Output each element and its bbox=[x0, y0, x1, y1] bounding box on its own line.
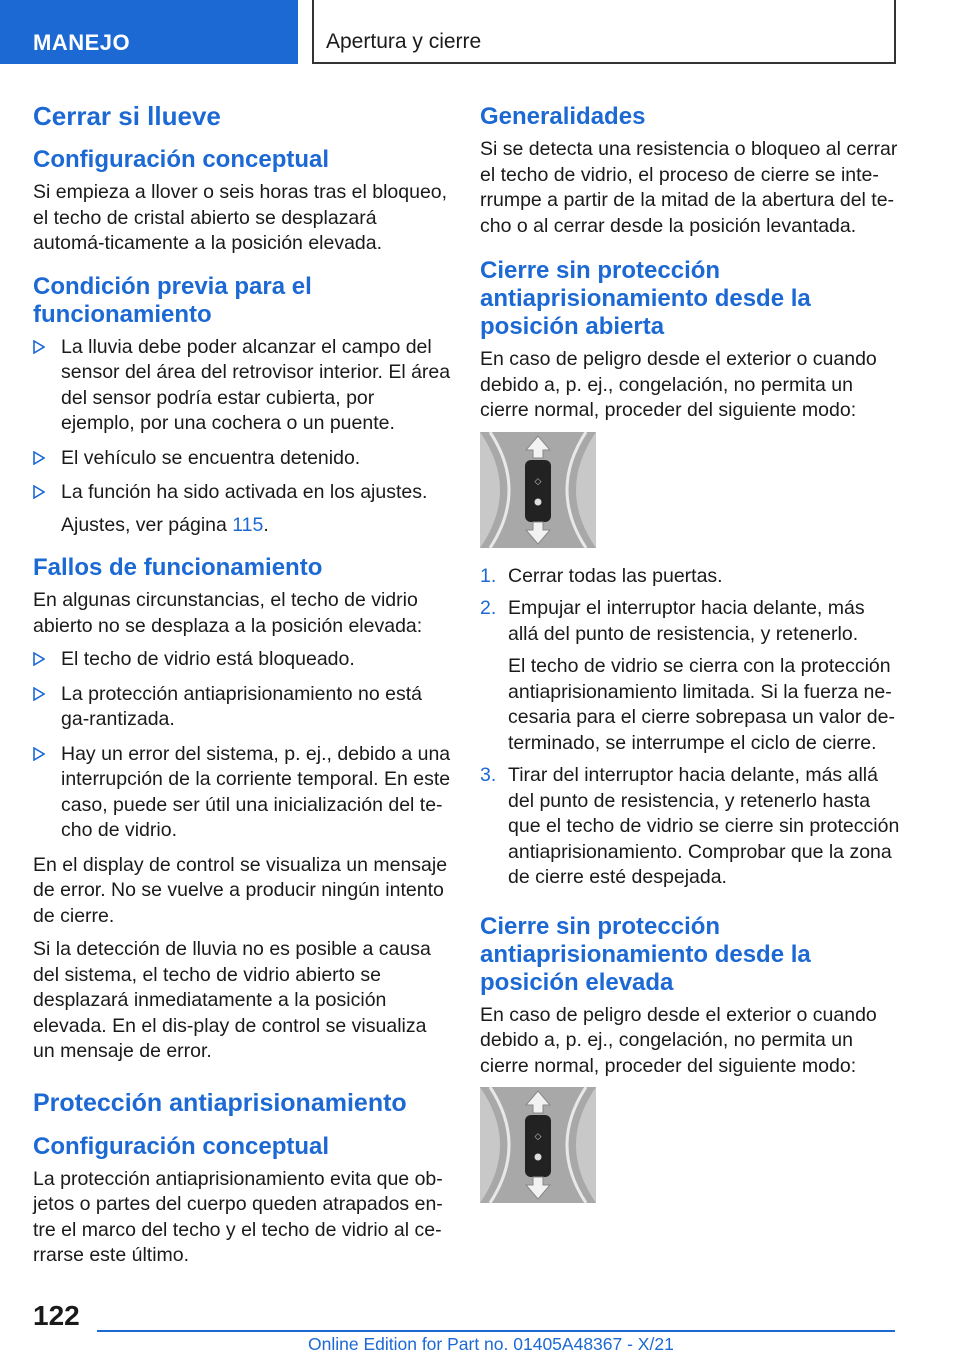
triangle-right-icon bbox=[33, 652, 47, 666]
faults-intro: En algunas circunstancias, el techo de vidrio abierto no se desplaza a la posición elevada: bbox=[33, 589, 423, 637]
heading-concept: Configuración conceptual bbox=[33, 146, 330, 173]
page-number: 122 bbox=[33, 1300, 80, 1331]
list-item: El vehículo se encuentra detenido. bbox=[33, 446, 451, 472]
faults-text-display: En el display de control se visualiza un mensaje de error. No se vuelve a producir ningún intento de cierre. bbox=[33, 853, 448, 927]
heading-pinch-concept: Configuración conceptual bbox=[33, 1132, 330, 1160]
triangle-right-icon bbox=[33, 340, 47, 354]
triangle-right-icon bbox=[33, 485, 47, 499]
list-item: El techo de vidrio está bloqueado. bbox=[33, 647, 451, 673]
heading-faults: Fallos de funcionamiento bbox=[33, 554, 323, 581]
left-column bbox=[33, 100, 451, 1277]
chapter-title: Apertura y cierre bbox=[326, 30, 482, 53]
triangle-right-icon bbox=[33, 687, 47, 701]
edition-note: Online Edition for Part no. 01405A48367 - X/21 bbox=[308, 1334, 674, 1354]
list-item: La lluvia debe poder alcanzar el campo del sensor del área del retrovisor interior. El área del sensor podría estar cubierta, por ejemplo, por una cochera o un puente. bbox=[33, 335, 451, 437]
list-item: 2. Empujar el interruptor hacia delante, más allá del punto de resistencia, y retenerlo. El techo de vidrio se cierra con la protección antiaprisionamiento limitada. Si la fuerza ne-cesaria para el cierre sobrepasa un valor de-terminado, se interrumpe el ciclo de cierre. bbox=[480, 596, 900, 756]
right-column bbox=[480, 103, 900, 1219]
heading-pinch-protection: Protección antiaprisionamiento bbox=[33, 1088, 407, 1117]
list-item: Hay un error del sistema, p. ej., debido a una interrupción de la corriente temporal. En este caso, puede ser útil una inicialización del te-cho de vidrio. bbox=[33, 742, 451, 844]
settings-reference: Ajustes, ver página 115. bbox=[61, 513, 269, 536]
steps-list bbox=[480, 564, 900, 891]
footer-divider bbox=[97, 1330, 895, 1332]
precondition-list bbox=[33, 335, 451, 539]
list-item: La protección antiaprisionamiento no está ga-rantizada. bbox=[33, 682, 451, 733]
list-item: 1. Cerrar todas las puertas. bbox=[480, 564, 723, 587]
svg-text:◇: ◇ bbox=[534, 476, 542, 487]
faults-text-rain: Si la detección de lluvia no es posible a causa del sistema, el techo de vidrio abierto se desplazará inmediatamente a la posición elevada. En el dis-play de control se visualiza un mensaje de error. bbox=[33, 938, 431, 1062]
header-chapter-box bbox=[312, 0, 896, 64]
concept-text: Si empieza a llover o seis horas tras el bloqueo, el techo de cristal abierto se desplazará automá-ticamente a la posición elevada. bbox=[33, 181, 448, 254]
general-text: Si se detecta una resistencia o bloqueo al cerrar el techo de vidrio, el proceso de cierre se inte-rrumpe a partir de la mitad de la abertura del te-cho o al cerrar desde la posición levantada. bbox=[480, 138, 898, 237]
faults-list bbox=[33, 647, 451, 844]
roof-switch-image bbox=[480, 1087, 596, 1203]
roof-switch-image bbox=[480, 432, 596, 548]
list-item: La función ha sido activada en los ajustes. Ajustes, ver página 115. bbox=[33, 480, 451, 538]
pinch-concept-text: La protección antiaprisionamiento evita que ob-jetos o partes del cuerpo queden atrapados en-tre el marco del techo y el techo de vidrio al ce-rrarse este último. bbox=[33, 1167, 443, 1266]
page-link-115[interactable]: 115 bbox=[232, 513, 264, 536]
svg-text:◇: ◇ bbox=[534, 1132, 542, 1142]
triangle-right-icon bbox=[33, 451, 47, 465]
header-section-tab bbox=[0, 0, 298, 64]
triangle-right-icon bbox=[33, 747, 47, 761]
heading-general: Generalidades bbox=[480, 103, 646, 130]
heading-close-open: Cierre sin protección antiaprisionamiento desde la posición abierta bbox=[480, 257, 811, 340]
heading-close-raised: Cierre sin protección antiaprisionamiento desde la posición elevada bbox=[480, 912, 811, 996]
close-open-intro: En caso de peligro desde el exterior o cuando debido a, p. ej., congelación, no permita un cierre normal, proceder del siguiente modo: bbox=[480, 348, 877, 421]
list-item: 3. Tirar del interruptor hacia delante, más allá del punto de resistencia, y retenerlo hasta que el techo de vidrio se cierre sin protección antiaprisionamiento. Comprobar que la zona de cierre esté despejada. bbox=[480, 764, 900, 888]
step-note: El techo de vidrio se cierra con la protección antiaprisionamiento limitada. Si la fuerza ne-cesaria para el cierre sobrepasa un valor de-terminado, se interrumpe el ciclo de cierre. bbox=[508, 655, 895, 754]
heading-rain-close: Cerrar si llueve bbox=[33, 101, 221, 131]
heading-precondition: Condición previa para el funcionamiento bbox=[33, 272, 312, 328]
close-raised-intro: En caso de peligro desde el exterior o cuando debido a, p. ej., congelación, no permita un cierre normal, proceder del siguiente modo: bbox=[480, 1003, 877, 1077]
section-title: MANEJO bbox=[33, 30, 131, 55]
